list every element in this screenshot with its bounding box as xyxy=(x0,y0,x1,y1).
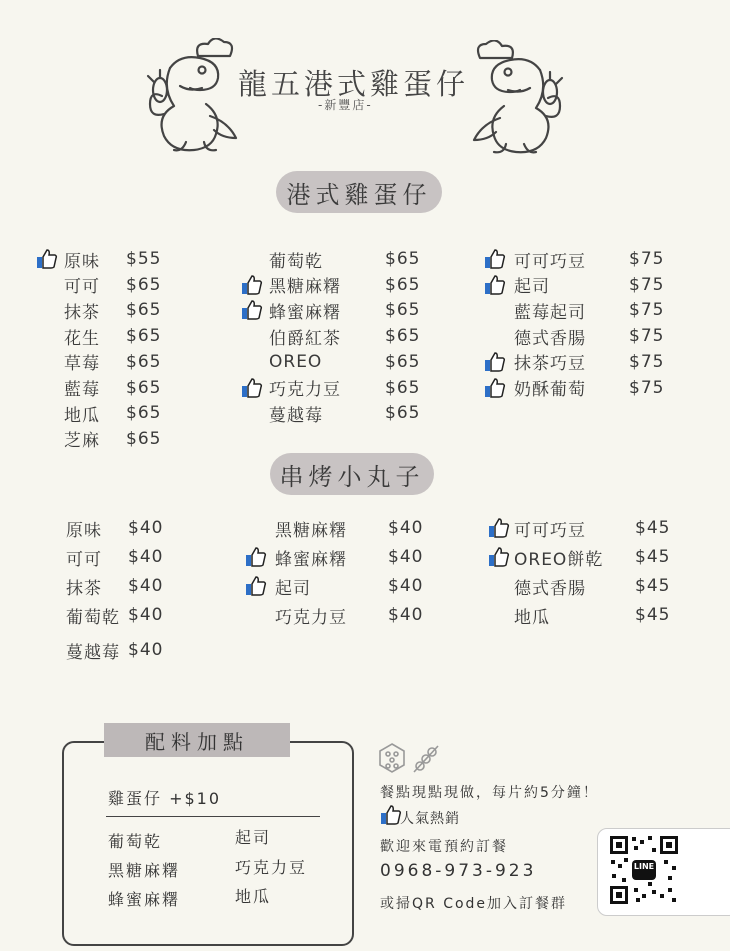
menu-item xyxy=(36,298,176,322)
dinosaur-chef-left-illustration xyxy=(140,38,240,158)
menu-item xyxy=(36,247,176,271)
menu-item-name: 藍莓 xyxy=(64,380,100,400)
menu-item-name: 起司 xyxy=(514,277,550,298)
menu-item-price: $65 xyxy=(385,274,421,295)
menu-item-price: $65 xyxy=(385,351,421,372)
toppings-box xyxy=(62,741,354,946)
menu-item xyxy=(241,376,441,400)
menu-item-name: 葡萄乾 xyxy=(66,607,120,628)
menu-item-price: $65 xyxy=(126,274,162,295)
menu-item xyxy=(484,324,684,348)
menu-item-name: 地瓜 xyxy=(514,607,550,628)
menu-item xyxy=(241,247,441,271)
egg-waffle-col-3 xyxy=(484,247,684,447)
thumbs-up-icon xyxy=(245,547,267,567)
menu-item-price: $75 xyxy=(629,249,665,269)
menu-item-name: 巧克力豆 xyxy=(269,380,341,400)
toppings-divider xyxy=(106,816,320,817)
menu-item-name: 蜂蜜麻糬 xyxy=(275,549,347,570)
menu-item xyxy=(488,603,688,627)
menu-item xyxy=(36,516,176,540)
menu-item-name: 抹茶巧豆 xyxy=(514,354,586,375)
menu-item-name: 奶酥葡萄 xyxy=(514,380,586,400)
menu-item-name: 葡萄乾 xyxy=(269,251,323,272)
thumbs-up-icon xyxy=(241,378,263,398)
menu-item xyxy=(484,350,684,374)
thumbs-up-icon xyxy=(484,249,506,269)
menu-item xyxy=(241,298,441,322)
menu-item-price: $40 xyxy=(388,576,424,596)
menu-item-price: $45 xyxy=(635,518,671,538)
section-skewer-balls-title: 串烤小丸子 xyxy=(279,462,425,491)
menu-item-price: $65 xyxy=(126,326,162,347)
menu-item-price: $40 xyxy=(128,547,164,567)
menu-item-name: 可可巧豆 xyxy=(514,251,586,272)
menu-item-name: 蔓越莓 xyxy=(66,642,120,663)
menu-item-name: 原味 xyxy=(66,520,102,541)
thumbs-up-icon xyxy=(36,249,58,269)
menu-item xyxy=(36,376,176,400)
thumbs-up-icon xyxy=(380,805,402,825)
egg-waffle-col-1 xyxy=(36,247,176,452)
menu-item xyxy=(484,247,684,271)
menu-item-name: 起司 xyxy=(275,578,311,599)
topping-left-2: 黑糖麻糬 xyxy=(108,861,181,880)
branch-subtitle: -新豐店- xyxy=(318,98,373,112)
qr-line-label: LINE xyxy=(633,862,655,871)
menu-item xyxy=(36,273,176,297)
thumbs-up-icon xyxy=(488,547,510,567)
menu-item-name: 巧克力豆 xyxy=(275,607,347,628)
menu-item-price: $65 xyxy=(385,326,421,347)
menu-item xyxy=(245,603,445,627)
menu-item-price: $65 xyxy=(385,403,421,424)
thumbs-up-icon xyxy=(484,352,506,372)
shop-title: 龍五港式雞蛋仔 xyxy=(238,67,470,101)
menu-item-price: $40 xyxy=(388,605,424,625)
topping-left-3: 蜂蜜麻糬 xyxy=(108,890,181,909)
section-egg-waffle-banner xyxy=(276,171,442,213)
menu-item-name: OREO餅乾 xyxy=(514,549,604,570)
menu-item xyxy=(241,401,441,425)
menu-item-price: $65 xyxy=(126,377,162,398)
dinosaur-chef-right-illustration xyxy=(470,40,570,160)
phone-number: 0968-973-923 xyxy=(380,861,537,881)
menu-item-name: 可可 xyxy=(64,277,100,298)
menu-item xyxy=(484,273,684,297)
topping-right-2: 巧克力豆 xyxy=(235,858,308,877)
menu-item xyxy=(484,376,684,400)
skewer-col-2 xyxy=(245,516,445,646)
menu-item-name: 草莓 xyxy=(64,354,100,375)
menu-item-name: 德式香腸 xyxy=(514,328,586,349)
thumbs-up-icon xyxy=(241,300,263,320)
menu-item-name: 德式香腸 xyxy=(514,578,586,599)
topping-right-3: 地瓜 xyxy=(235,887,272,906)
menu-item-price: $65 xyxy=(126,351,162,372)
menu-item-name: 伯爵紅茶 xyxy=(269,328,341,349)
menu-item-price: $45 xyxy=(635,547,671,567)
menu-item-price: $40 xyxy=(128,640,164,660)
menu-item-name: 蜂蜜麻糬 xyxy=(269,302,341,323)
menu-item-price: $40 xyxy=(128,605,164,625)
menu-item xyxy=(36,350,176,374)
menu-item xyxy=(241,273,441,297)
menu-item xyxy=(36,401,176,425)
menu-item-price: $40 xyxy=(388,547,424,567)
thumbs-up-icon xyxy=(484,378,506,398)
menu-item-price: $45 xyxy=(635,605,671,625)
menu-item xyxy=(36,324,176,348)
menu-item xyxy=(488,516,688,540)
menu-item-name: 抹茶 xyxy=(66,578,102,599)
menu-item-price: $75 xyxy=(629,274,665,295)
waffle-skewer-icon xyxy=(378,742,442,774)
popular-legend: 人氣熱銷 xyxy=(400,811,460,827)
menu-item-price: $65 xyxy=(126,300,162,321)
skewer-col-1 xyxy=(36,516,176,676)
phone-order-note: 歡迎來電預約訂餐 xyxy=(380,839,508,855)
menu-item-price: $55 xyxy=(126,249,162,269)
menu-item xyxy=(36,427,176,451)
menu-item-price: $75 xyxy=(629,377,665,398)
thumbs-up-icon xyxy=(241,275,263,295)
menu-item xyxy=(245,574,445,598)
toppings-title: 配料加點 xyxy=(104,723,290,757)
menu-item-name: 藍莓起司 xyxy=(514,302,586,323)
menu-item-name: 可可 xyxy=(66,549,102,570)
menu-item-price: $65 xyxy=(385,249,421,269)
menu-item xyxy=(245,545,445,569)
menu-item-name: 可可巧豆 xyxy=(514,520,586,541)
menu-item-price: $40 xyxy=(388,518,424,538)
menu-item-name: 原味 xyxy=(64,251,100,272)
menu-item xyxy=(484,298,684,322)
made-to-order-note: 餐點現點現做，每片約5分鐘！ xyxy=(380,785,599,801)
menu-item-name: 黑糖麻糬 xyxy=(275,520,347,541)
qr-instruction: 或掃QR Code加入訂餐群 xyxy=(380,896,568,912)
menu-item-name: 花生 xyxy=(64,328,100,349)
menu-item-price: $75 xyxy=(629,351,665,372)
topping-right-1: 起司 xyxy=(235,828,272,847)
menu-item-name: 地瓜 xyxy=(64,405,100,426)
menu-item-name: 黑糖麻糬 xyxy=(269,277,341,298)
section-egg-waffle-title: 港式雞蛋仔 xyxy=(286,180,432,209)
menu-item-price: $40 xyxy=(128,576,164,596)
menu-item xyxy=(36,545,176,569)
menu-item xyxy=(241,350,441,374)
menu-item-price: $40 xyxy=(128,518,164,538)
topping-left-1: 葡萄乾 xyxy=(108,832,163,851)
menu-item-price: $45 xyxy=(635,576,671,596)
toppings-base-price: 雞蛋仔 +$10 xyxy=(108,789,222,808)
menu-item-price: $65 xyxy=(385,377,421,398)
menu-item xyxy=(488,545,688,569)
section-skewer-balls-banner xyxy=(270,453,434,495)
menu-item xyxy=(36,638,176,662)
menu-item xyxy=(36,603,176,627)
menu-item xyxy=(245,516,445,540)
menu-item xyxy=(488,574,688,598)
thumbs-up-icon xyxy=(484,275,506,295)
menu-item-price: $75 xyxy=(629,326,665,347)
menu-item-price: $65 xyxy=(385,300,421,321)
menu-item-name: OREO xyxy=(269,351,323,372)
egg-waffle-col-2 xyxy=(241,247,441,447)
menu-item-name: 抹茶 xyxy=(64,302,100,323)
menu-item-name: 芝麻 xyxy=(64,431,100,452)
menu-item-price: $65 xyxy=(126,428,162,449)
menu-item-price: $75 xyxy=(629,300,665,321)
skewer-col-3 xyxy=(488,516,688,646)
thumbs-up-icon xyxy=(245,576,267,596)
menu-item xyxy=(36,574,176,598)
thumbs-up-icon xyxy=(488,518,510,538)
menu-item-price: $65 xyxy=(126,403,162,424)
menu-item xyxy=(241,324,441,348)
menu-item-name: 蔓越莓 xyxy=(269,405,323,426)
